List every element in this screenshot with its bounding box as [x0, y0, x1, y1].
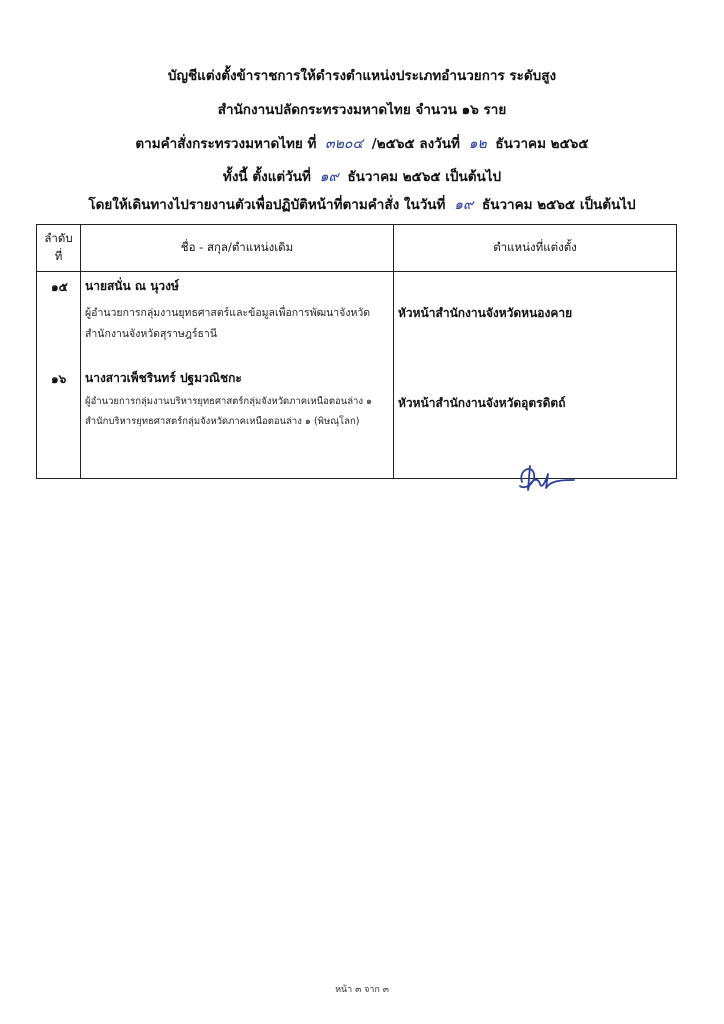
column-header-number-line2: ที่ [54, 249, 63, 263]
effective-day-handwritten: ๑๙ [319, 169, 339, 185]
old-position-line2: สำนักบริหารยุทธศาสตร์กลุ่มจังหวัดภาคเหนือตอนล่าง ๑ (พิษณุโลก) [85, 416, 360, 427]
person-name: นายสนั่น ณ นุวงษ์ [85, 279, 179, 293]
signature-image [512, 460, 582, 504]
number-cell [37, 272, 81, 479]
column-header-position: ตำแหน่งที่แต่งตั้ง [394, 225, 677, 272]
effective-suffix: ธันวาคม ๒๕๖๕ เป็นต้นไป [347, 169, 502, 185]
column-header-name: ชื่อ - สกุล/ตำแหน่งเดิม [81, 225, 394, 272]
new-position: หัวหน้าสำนักงานจังหวัดอุตรดิตถ์ [398, 396, 566, 410]
new-position: หัวหน้าสำนักงานจังหวัดหนองคาย [398, 306, 573, 320]
person-name: นางสาวเพ็ชรินทร์ ปฐมวณิชกะ [85, 371, 242, 385]
order-prefix: ตามคำสั่งกระทรวงมหาดไทย ที่ [135, 136, 317, 152]
table-header-row [37, 225, 677, 272]
title-line-2: สำนักงานปลัดกระทรวงมหาดไทย จำนวน ๑๖ ราย [217, 102, 507, 118]
report-suffix: ธันวาคม ๒๕๖๕ เป็นต้นไป [481, 197, 636, 213]
old-position-line1: ผู้อำนวยการกลุ่มงานบริหารยุทธศาสตร์กลุ่มจังหวัดภาคเหนือตอนล่าง ๑ [85, 396, 373, 407]
effective-date-line [0, 165, 724, 188]
old-position-line2: สำนักงานจังหวัดสุราษฎร์ธานี [85, 328, 217, 340]
order-mid: /๒๕๖๕ ลงวันที่ [371, 136, 460, 152]
order-day-handwritten: ๑๒ [468, 136, 487, 152]
column-header-number-line1: ลำดับ [44, 231, 73, 245]
order-reference-line [0, 132, 724, 155]
position-cell [394, 272, 677, 479]
report-prefix: โดยให้เดินทางไปรายงานตัวเพื่อปฏิบัติหน้าที่ตามคำสั่ง ในวันที่ [88, 197, 446, 213]
column-header-number [37, 225, 81, 272]
order-suffix: ธันวาคม ๒๕๖๕ [495, 136, 589, 152]
row-number: ๑๖ [51, 372, 67, 386]
table-row [37, 272, 677, 479]
old-position-line1: ผู้อำนวยการกลุ่มงานยุทธศาสตร์และข้อมูลเพื่อการพัฒนาจังหวัด [85, 307, 371, 319]
order-number-handwritten: ๓๒๐๔ [325, 136, 364, 152]
row-number: ๑๕ [51, 280, 68, 294]
title-line-1: บัญชีแต่งตั้งข้าราชการให้ดำรงตำแหน่งประเภทอำนวยการ ระดับสูง [167, 68, 557, 84]
report-day-handwritten: ๑๙ [454, 197, 474, 213]
appointment-table [36, 224, 677, 479]
report-date-line [0, 193, 724, 216]
effective-prefix: ทั้งนี้ ตั้งแต่วันที่ [222, 169, 311, 185]
name-cell [81, 272, 394, 479]
page-number: หน้า ๓ จาก ๓ [335, 985, 389, 995]
